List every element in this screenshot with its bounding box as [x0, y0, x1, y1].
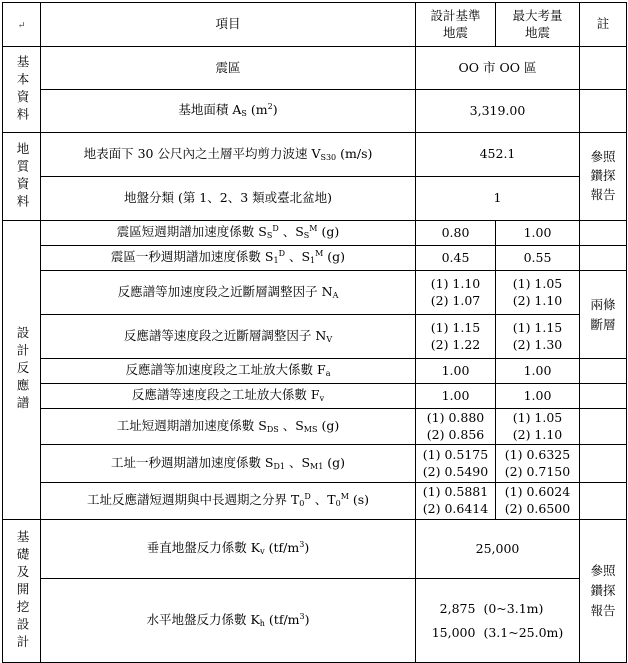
- kv-label: 垂直地盤反力係數 $K_v$ $(tf/m^3)$: [41, 520, 416, 579]
- group-geology: [3, 133, 41, 221]
- fv-design: 1.00: [416, 384, 496, 409]
- row-na: [3, 271, 627, 315]
- fv-label: 反應譜等速度段之工址放大係數 $F_v$: [41, 384, 416, 409]
- header-row: [3, 3, 627, 47]
- t0-max: (1) 0.6024 (2) 0.6500: [496, 483, 580, 520]
- vs30-value: 452.1: [416, 133, 580, 177]
- geology-note: [580, 133, 627, 221]
- fa-note: [580, 359, 627, 384]
- nv-max: (1) 1.15 (2) 1.30: [496, 315, 580, 359]
- kh-range-2: (3.1~25.0m): [483, 624, 564, 640]
- row-site-class: [3, 177, 627, 221]
- nv-label: 反應譜等速度段之近斷層調整因子 $N_V$: [41, 315, 416, 359]
- header-note: 註: [580, 3, 627, 47]
- group-basic: [3, 47, 41, 133]
- area-note: [580, 90, 627, 133]
- row-ss: [3, 221, 627, 246]
- kh-value-1: 2,875: [439, 600, 476, 616]
- na-max: (1) 1.05 (2) 1.10: [496, 271, 580, 315]
- kh-value: [416, 579, 580, 663]
- row-sd1: [3, 445, 627, 483]
- geology-note-text: 參照鑽探報告: [590, 149, 616, 202]
- kh-range-1: (0~3.1m): [483, 600, 544, 616]
- sd1-design: (1) 0.5175 (2) 0.5490: [416, 445, 496, 483]
- group-foundation: [3, 520, 41, 663]
- group-geology-label: 地質資料: [14, 141, 30, 212]
- row-fv: [3, 384, 627, 409]
- fv-note: [580, 384, 627, 409]
- row-area: [3, 90, 627, 133]
- sds-note: [580, 409, 627, 445]
- foundation-note-text: 參照鑽探報告: [590, 563, 616, 618]
- ss-note: [580, 221, 627, 246]
- seismic-parameter-table: [2, 2, 627, 663]
- zone-value: OO 市 OO 區: [416, 47, 580, 90]
- na-label: 反應譜等加速度段之近斷層調整因子 $N_A$: [41, 271, 416, 315]
- row-t0: [3, 483, 627, 520]
- zone-label: 震區: [41, 47, 416, 90]
- vs30-label: 地表面下 30 公尺內之土層平均剪力波速 $V_{S30}$ (m/s): [41, 133, 416, 177]
- sd1-note: [580, 445, 627, 483]
- header-corner: [3, 3, 41, 47]
- group-design-spectrum-label: 設計反應譜: [14, 326, 30, 414]
- row-zone: [3, 47, 627, 90]
- group-design-spectrum: [3, 221, 41, 520]
- header-max-eq: [496, 3, 580, 47]
- corner-mark: ↵: [17, 21, 26, 32]
- t0-label: 工址反應譜短週期與中長週期之分界 $T_0^D$ 、$T_0^M$ (s): [41, 483, 416, 520]
- t0-note: [580, 483, 627, 520]
- group-foundation-label: 基礎及開挖設計: [14, 529, 30, 653]
- row-kv: [3, 520, 627, 579]
- nv-design: (1) 1.15 (2) 1.22: [416, 315, 496, 359]
- fault-note-text: 兩條斷層: [590, 296, 616, 332]
- fa-design: 1.00: [416, 359, 496, 384]
- ss-label: 震區短週期譜加速度係數 $S_S^D$ 、$S_S^M$ (g): [41, 221, 416, 246]
- sd1-max: (1) 0.6325 (2) 0.7150: [496, 445, 580, 483]
- ss-design: 0.80: [416, 221, 496, 246]
- s1-note: [580, 246, 627, 271]
- row-nv: [3, 315, 627, 359]
- ss-max: 1.00: [496, 221, 580, 246]
- foundation-note: [580, 520, 627, 663]
- kh-label: 水平地盤反力係數 $K_h$ $(tf/m^3)$: [41, 579, 416, 663]
- row-fa: [3, 359, 627, 384]
- site-class-value: 1: [416, 177, 580, 221]
- sds-max: (1) 1.05 (2) 1.10: [496, 409, 580, 445]
- header-design-line2: 地震: [442, 24, 468, 40]
- row-s1: [3, 246, 627, 271]
- na-design: (1) 1.10 (2) 1.07: [416, 271, 496, 315]
- area-value: 3,319.00: [416, 90, 580, 133]
- kv-value: 25,000: [416, 520, 580, 579]
- sds-design: (1) 0.880 (2) 0.856: [416, 409, 496, 445]
- header-max-line2: 地震: [524, 24, 550, 40]
- area-label: 基地面積 $A_S$ $(m^2)$: [41, 90, 416, 133]
- site-class-label: 地盤分類 (第 1、2、3 類或臺北盆地): [41, 177, 416, 221]
- group-basic-label: 基本資料: [14, 54, 30, 125]
- t0-design: (1) 0.5881 (2) 0.6414: [416, 483, 496, 520]
- s1-max: 0.55: [496, 246, 580, 271]
- fa-label: 反應譜等加速度段之工址放大係數 $F_a$: [41, 359, 416, 384]
- fa-max: 1.00: [496, 359, 580, 384]
- fv-max: 1.00: [496, 384, 580, 409]
- row-kh: [3, 579, 627, 663]
- kh-value-2: 15,000: [431, 624, 476, 640]
- header-design-line1: 設計基準: [430, 7, 481, 23]
- header-design-eq: [416, 3, 496, 47]
- sds-label: 工址短週期譜加速度係數 $S_{DS}$ 、$S_{MS}$ (g): [41, 409, 416, 445]
- header-max-line1: 最大考量: [512, 7, 563, 23]
- row-vs30: [3, 133, 627, 177]
- row-sds: [3, 409, 627, 445]
- header-item: 項目: [41, 3, 416, 47]
- s1-label: 震區一秒週期譜加速度係數 $S_1^D$ 、$S_1^M$ (g): [41, 246, 416, 271]
- sd1-label: 工址一秒週期譜加速度係數 $S_{D1}$ 、$S_{M1}$ (g): [41, 445, 416, 483]
- s1-design: 0.45: [416, 246, 496, 271]
- fault-note: [580, 271, 627, 359]
- zone-note: [580, 47, 627, 90]
